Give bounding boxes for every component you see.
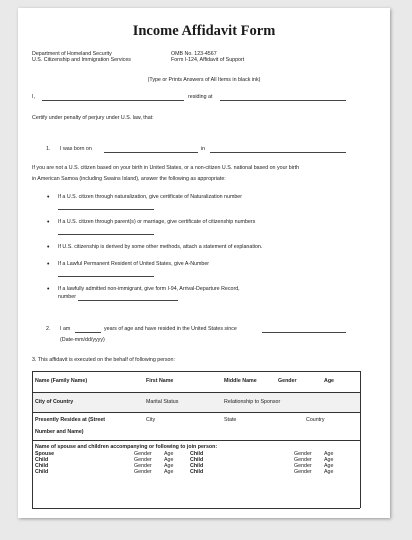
i-am-label: I am: [60, 326, 71, 332]
bullet-icon: •: [47, 219, 50, 226]
col-family-name: Name (Family Name): [35, 378, 88, 384]
member-age: Age: [324, 463, 334, 469]
residence-field[interactable]: [220, 100, 346, 101]
age-field[interactable]: [75, 332, 101, 333]
member-age: Age: [164, 469, 174, 475]
bullet-other-methods: If U.S. citizenship is derived by some other methods, attach a statement of explanation.: [58, 244, 263, 250]
department-label: Department of Homeland Security: [32, 51, 112, 57]
col-city-country: City of Country: [35, 399, 74, 405]
form-number: Form I-124, Affidavit of Support: [171, 57, 245, 63]
page-title: Income Affidavit Form: [132, 23, 276, 39]
bullet-icon: •: [47, 194, 50, 201]
a-number-field[interactable]: [58, 276, 154, 277]
bullet-icon: •: [47, 286, 50, 293]
instructions-text: (Type or Prints Answers of All Items in black ink): [147, 77, 261, 83]
certify-text: Certify under penalty of perjury under U.S. law, that:: [32, 115, 154, 121]
member-label: Child: [190, 463, 204, 469]
col-gender: Gender: [278, 378, 297, 384]
col-first-name: First Name: [146, 378, 174, 384]
member-gender: Gender: [294, 469, 312, 475]
member-age: Age: [164, 463, 174, 469]
member-age: Age: [164, 457, 174, 463]
member-gender: Gender: [134, 451, 152, 457]
resided-since-field[interactable]: [262, 332, 346, 333]
bullet-permanent-resident: If a Lawful Permanent Resident of United States, give A-Number: [58, 261, 210, 267]
member-gender: Gender: [134, 469, 152, 475]
not-citizen-text-2: in American Samoa (including Swains Island), answer the following as appropriate:: [32, 176, 226, 182]
member-age: Age: [324, 469, 334, 475]
q1-number: 1.: [46, 146, 51, 152]
member-age: Age: [324, 451, 334, 457]
residing-label: residing at: [188, 94, 213, 100]
col-marital-status: Marital Status: [146, 399, 179, 405]
birth-date-field[interactable]: [104, 152, 198, 153]
number-label: number: [58, 294, 76, 300]
not-citizen-text-1: If you are not a U.S. citizen based on your birth in United States, or a non-citizen U.S. national based on your birth: [32, 165, 300, 171]
col-middle-name: Middle Name: [224, 378, 257, 384]
col-age: Age: [324, 378, 335, 384]
born-on-label: I was born on: [60, 146, 92, 152]
member-label: Child: [35, 457, 49, 463]
i-label: I,: [32, 94, 35, 100]
col-number-name: Number and Name): [35, 429, 84, 435]
col-presently-resides: Presently Resides at (Street: [35, 417, 106, 423]
member-age: Age: [164, 451, 174, 457]
omb-number: OMB No. 123-4567: [171, 51, 217, 57]
col-city: City: [146, 417, 156, 423]
citizenship-number-field[interactable]: [58, 234, 154, 235]
name-field[interactable]: [42, 100, 184, 101]
member-gender: Gender: [294, 451, 312, 457]
uscis-label: U.S. Citizenship and Immigration Services: [32, 57, 131, 63]
birth-place-label: in: [201, 146, 206, 152]
bullet-naturalization: If a U.S. citizen through naturalization, give certificate of Naturalization number: [58, 194, 243, 200]
date-hint: (Date-mm/dd/yyyy): [60, 337, 105, 343]
member-gender: Gender: [134, 457, 152, 463]
bullet-icon: •: [47, 244, 50, 251]
member-age: Age: [324, 457, 334, 463]
naturalization-number-field[interactable]: [58, 209, 154, 210]
bullet-parents-marriage: If a U.S. citizen through parent(s) or marriage, give certificate of citizenship numbers: [58, 219, 256, 225]
bullet-icon: •: [47, 261, 50, 268]
form-page: [18, 8, 390, 518]
member-gender: Gender: [294, 463, 312, 469]
col-country: Country: [306, 417, 325, 423]
member-gender: Gender: [134, 463, 152, 469]
birth-place-field[interactable]: [210, 152, 346, 153]
member-label: Child: [190, 451, 204, 457]
q2-number: 2.: [46, 326, 51, 332]
col-relationship: Relationship to Sponsor: [224, 399, 281, 405]
member-gender: Gender: [294, 457, 312, 463]
q3-text: 3. This affidavit is executed on the behalf of following person:: [32, 357, 175, 363]
member-label: Child: [190, 469, 204, 475]
member-label: Child: [35, 469, 49, 475]
member-label: Child: [35, 463, 49, 469]
i94-number-field[interactable]: [78, 300, 178, 301]
member-label: Spouse: [35, 451, 55, 457]
bullet-non-immigrant: If a lawfully admitted non-immigrant, give form I-94, Arrival-Departure Record,: [58, 286, 240, 292]
spouse-children-header: Name of spouse and children accompanying or following to join person:: [35, 444, 218, 450]
col-state: State: [224, 417, 237, 423]
resided-since-label: years of age and have resided in the United States since: [104, 326, 237, 332]
member-label: Child: [190, 457, 204, 463]
